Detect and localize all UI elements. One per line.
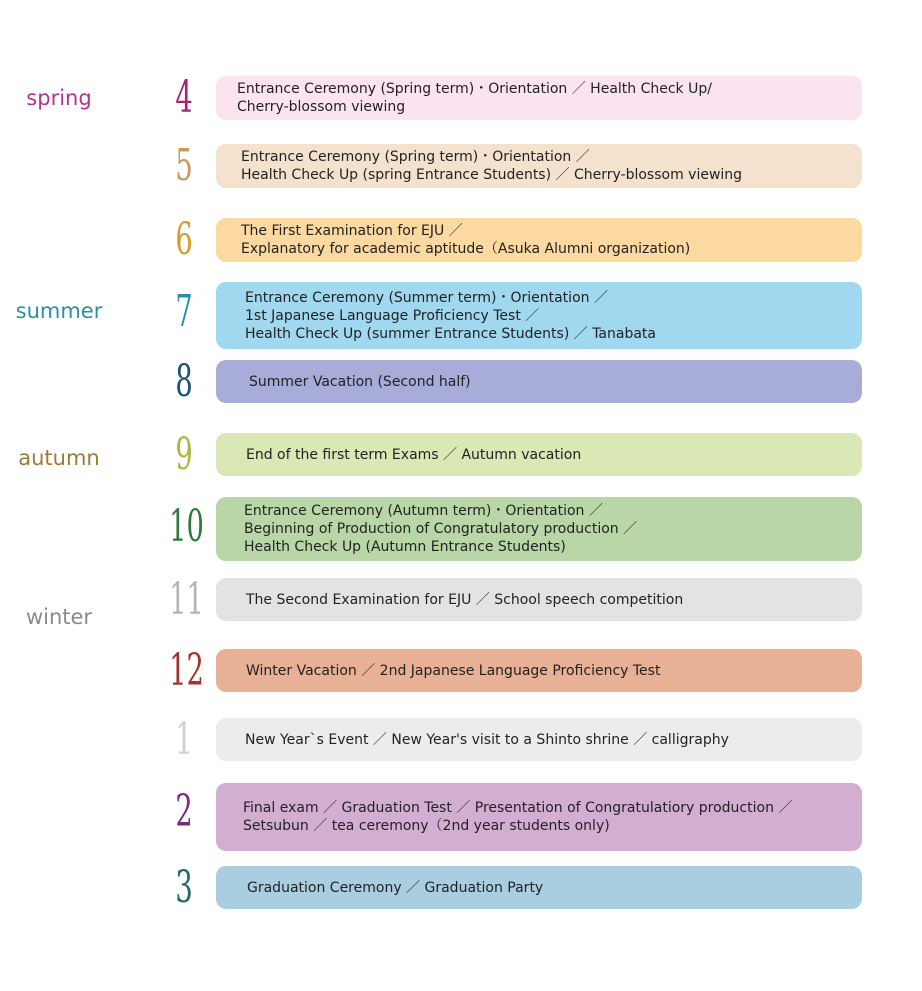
event-text-5: Entrance Ceremony (Spring term)・Orientation ／ Health Check Up (spring Entrance Students) ／ Cherry-blossom viewing	[241, 149, 743, 183]
month-number-12: 12	[169, 645, 204, 696]
event-text-11: The Second Examination for EJU ／ School speech competition	[246, 591, 684, 608]
event-text-1: New Year`s Event ／ New Year's visit to a Shinto shrine ／ calligraphy	[245, 731, 729, 748]
event-box-12	[216, 649, 862, 692]
event-box-1	[216, 718, 862, 761]
event-box-6	[216, 218, 862, 262]
event-box-11	[216, 578, 862, 621]
month-number-1: 1	[175, 714, 193, 765]
month-number-7: 7	[175, 286, 193, 337]
season-label-autumn: autumn	[18, 446, 100, 470]
month-number-9: 9	[175, 429, 193, 480]
event-box-9	[216, 433, 862, 476]
month-number-11: 11	[169, 574, 204, 625]
month-number-6: 6	[175, 214, 193, 265]
event-box-4	[216, 76, 862, 120]
season-label-spring: spring	[26, 86, 92, 110]
month-number-8: 8	[175, 356, 193, 407]
month-number-2: 2	[175, 786, 193, 837]
event-box-5	[216, 144, 862, 188]
season-label-winter: winter	[25, 605, 93, 629]
event-box-2	[216, 783, 862, 851]
event-box-7	[216, 282, 862, 349]
month-number-10: 10	[169, 501, 204, 552]
event-text-10: Entrance Ceremony (Autumn term)・Orientation ／ Beginning of Production of Congratulatory production ／ Health Check Up (Autumn Entrance Students)	[244, 503, 638, 555]
event-text-8: Summer Vacation (Second half)	[249, 373, 471, 390]
month-number-3: 3	[175, 862, 193, 913]
event-text-2: Final exam ／ Graduation Test ／ Presentation of Congratulatiory production ／ Setsubun ／ tea ceremony（2nd year students only)	[243, 800, 793, 834]
season-label-summer: summer	[15, 299, 103, 323]
event-box-10	[216, 497, 862, 561]
event-text-12: Winter Vacation ／ 2nd Japanese Language Proficiency Test	[246, 662, 661, 679]
event-text-7: Entrance Ceremony (Summer term)・Orientation ／ 1st Japanese Language Proficiency Test ／ Health Check Up (summer Entrance Students) ／ Tanabata	[245, 289, 656, 342]
event-box-8	[216, 360, 862, 403]
month-number-5: 5	[175, 140, 193, 191]
event-box-3	[216, 866, 862, 909]
event-text-3: Graduation Ceremony ／ Graduation Party	[247, 879, 544, 896]
event-text-6: The First Examination for EJU ／ Explanatory for academic aptitude（Asuka Alumni organization)	[241, 223, 691, 257]
month-number-4: 4	[175, 72, 193, 123]
event-text-9: End of the first term Exams ／ Autumn vacation	[246, 446, 582, 463]
event-text-4: Entrance Ceremony (Spring term)・Orientation ／ Health Check Up/ Cherry-blossom viewing	[237, 81, 712, 115]
